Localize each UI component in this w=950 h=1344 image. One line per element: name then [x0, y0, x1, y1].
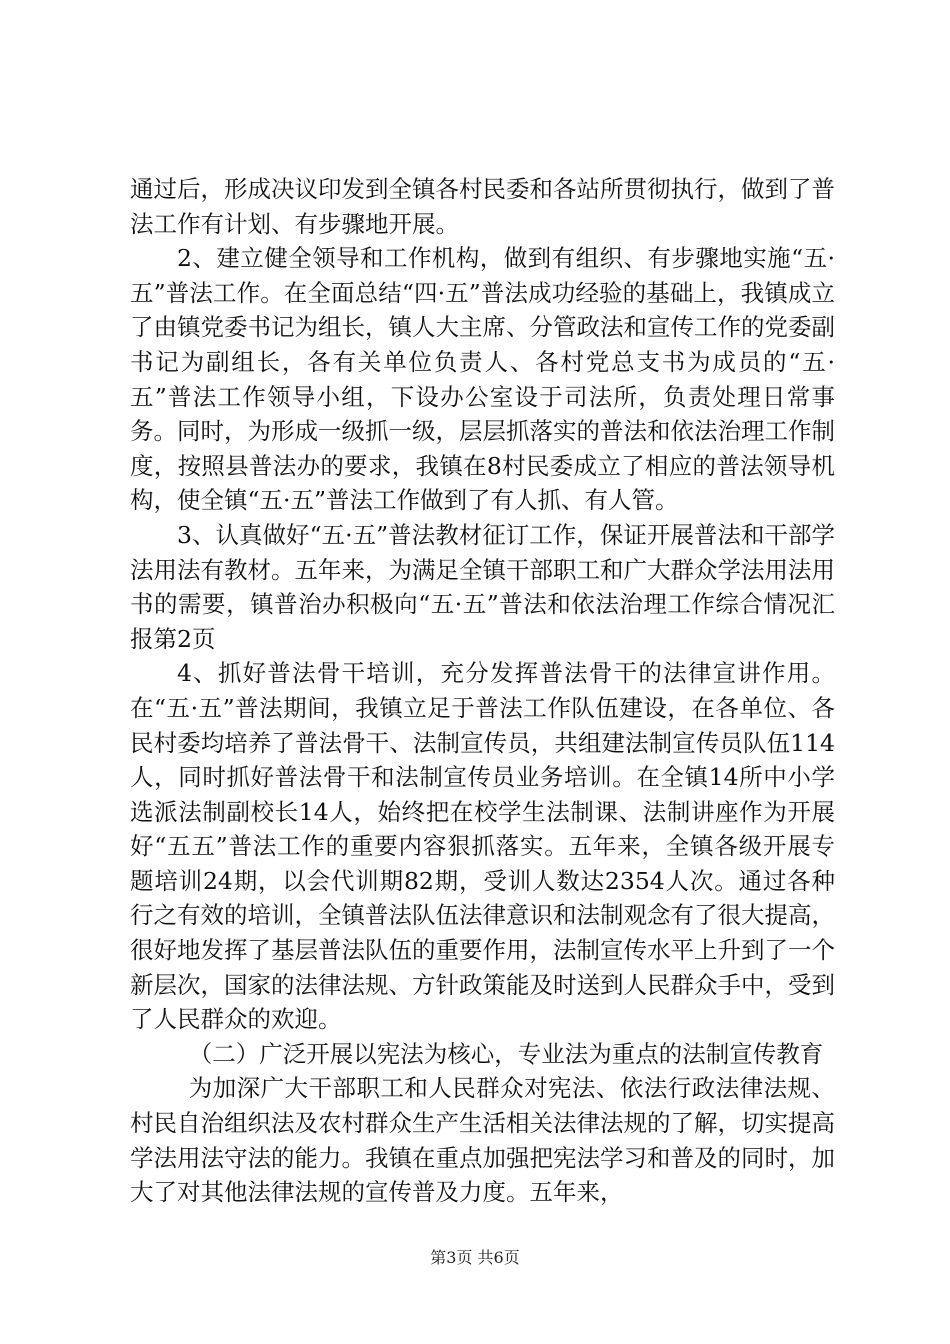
paragraph-item-3: 3、认真做好“五·五”普法教材征订工作，保证开展普法和干部学法用法有教材。五年来，为满足全镇干部职工和广大群众学法用法用书的需要，镇普治办积极向“五·五”普法和依法治理工作综合情况汇报第2页	[130, 520, 835, 653]
section-heading: （二）广泛开展以宪法为核心，专业法为重点的法制宣传教育	[188, 1039, 824, 1068]
paragraph-continuation: 通过后，形成决议印发到全镇各村民委和各站所贯彻执行，做到了普法工作有计划、有步骤地开展。	[130, 175, 835, 238]
document-body	[130, 172, 835, 1210]
paragraph-section-intro: 为加深广大干部职工和人民群众对宪法、依法行政法律法规、村民自治组织法及农村群众生产生活相关法律法规的了解，切实提高学法用法守法的能力。我镇在重点加强把宪法学习和普及的同时，加大了对其他法律法规的宣传普及力度。五年来，	[130, 1074, 835, 1207]
paragraph-item-2: 2、建立健全领导和工作机构，做到有组织、有步骤地实施“五·五”普法工作。在全面总结“四·五”普法成功经验的基础上，我镇成立了由镇党委书记为组长，镇人大主席、分管政法和宣传工作的党委副书记为副组长，各有关单位负责人、各村党总支书为成员的“五·五”普法工作领导小组，下设办公室设于司法所，负责处理日常事务。同时，为形成一级抓一级，层层抓落实的普法和依法治理工作制度，按照县普法办的要求，我镇在8村民委成立了相应的普法领导机构，使全镇“五·五”普法工作做到了有人抓、有人管。	[130, 244, 835, 515]
paragraph-item-4: 4、抓好普法骨干培训，充分发挥普法骨干的法律宣讲作用。在“五·五”普法期间，我镇立足于普法工作队伍建设，在各单位、各民村委均培养了普法骨干、法制宣传员，共组建法制宣传员队伍114人，同时抓好普法骨干和法制宣传员业务培训。在全镇14所中小学选派法制副校长14人，始终把在校学生法制课、法制讲座作为开展好“五五”普法工作的重要内容狠抓落实。五年来，全镇各级开展专题培训24期，以会代训期82期，受训人数达2354人次。通过各种行之有效的培训，全镇普法队伍法律意识和法制观念有了很大提高，很好地发挥了基层普法队伍的重要作用，法制宣传水平上升到了一个新层次，国家的法律法规、方针政策能及时送到人民群众手中，受到了人民群众的欢迎。	[130, 659, 835, 1034]
page-footer: 第3页 共6页	[430, 1248, 520, 1267]
